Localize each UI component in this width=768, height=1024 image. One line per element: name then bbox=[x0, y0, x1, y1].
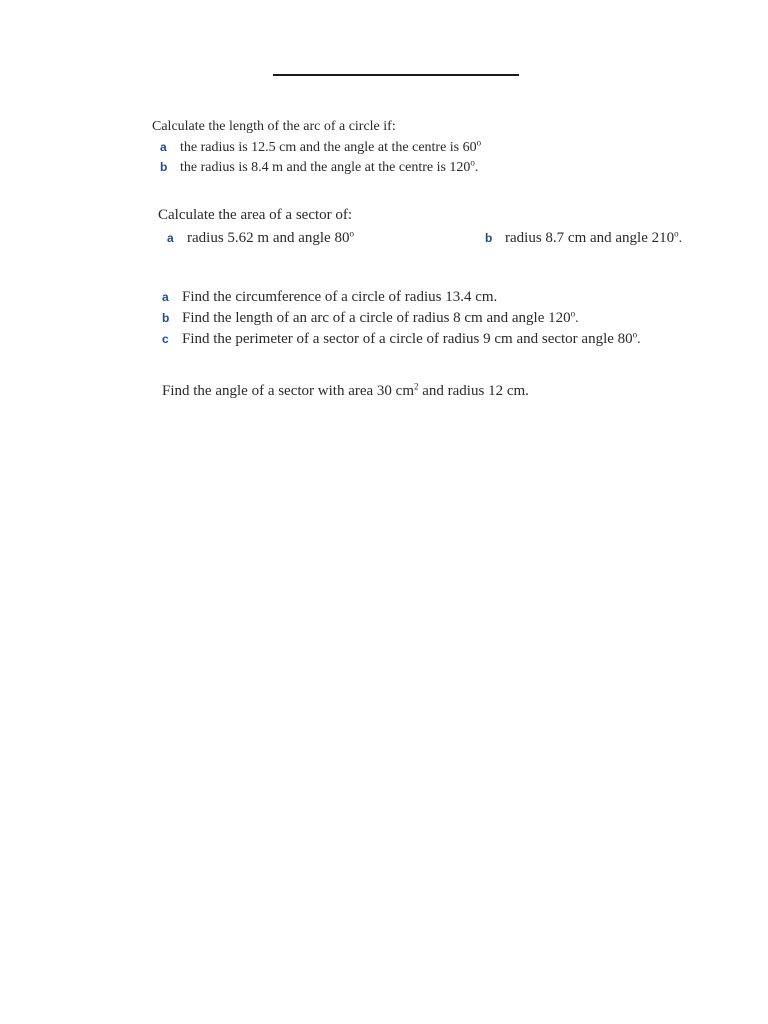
q3-part-c bbox=[162, 330, 641, 349]
degree-symbol: o bbox=[476, 137, 482, 148]
squared-superscript: 2 bbox=[414, 381, 419, 392]
q4-text bbox=[162, 382, 529, 401]
q1-part-a bbox=[160, 138, 481, 157]
q3-part-c-tail: . bbox=[637, 332, 641, 347]
q3-part-a-text: Find the circumference of a circle of radius 13.4 cm. bbox=[182, 289, 498, 305]
q2-intro: Calculate the area of a sector of: bbox=[158, 207, 353, 223]
q2-part-b-tail: . bbox=[678, 231, 683, 246]
degree-symbol: o bbox=[674, 228, 679, 239]
q2-part-a-text: radius 5.62 m and angle 80 bbox=[187, 230, 350, 246]
q1-part-b-text: the radius is 8.4 m and the angle at the centre is 120 bbox=[180, 160, 471, 175]
degree-symbol: o bbox=[349, 228, 354, 239]
q2-part-b-label: b bbox=[485, 231, 493, 245]
q3-part-a-label: a bbox=[162, 290, 169, 304]
q2-part-b bbox=[485, 229, 682, 248]
q2-part-b-text: radius 8.7 cm and angle 210 bbox=[505, 230, 675, 246]
q1-intro: Calculate the length of the arc of a circle if: bbox=[152, 119, 396, 134]
q3-part-b-label: b bbox=[162, 311, 170, 325]
degree-symbol: o bbox=[470, 157, 475, 168]
degree-symbol: o bbox=[632, 329, 638, 340]
q1-part-b-tail: . bbox=[474, 160, 479, 175]
degree-symbol: o bbox=[570, 308, 576, 319]
q2-part-a-label: a bbox=[167, 231, 174, 245]
q1-part-b bbox=[160, 158, 478, 177]
q3-part-c-text: Find the perimeter of a sector of a circle of radius 9 cm and sector angle 80 bbox=[182, 331, 633, 347]
q3-part-a bbox=[162, 288, 497, 307]
header-rule bbox=[273, 74, 519, 76]
q2-part-a bbox=[167, 229, 354, 248]
q3-part-b-tail: . bbox=[575, 311, 579, 326]
q3-part-b bbox=[162, 309, 579, 328]
q1-part-a-text: the radius is 12.5 cm and the angle at the centre is 60 bbox=[180, 140, 477, 155]
q4-text-after: and radius 12 cm. bbox=[418, 383, 529, 399]
q1-part-a-label: a bbox=[160, 140, 167, 154]
q1-part-b-label: b bbox=[160, 160, 168, 174]
q4-text-before: Find the angle of a sector with area 30 cm bbox=[162, 383, 414, 399]
q3-part-b-text: Find the length of an arc of a circle of radius 8 cm and angle 120 bbox=[182, 310, 571, 326]
q3-part-c-label: c bbox=[162, 332, 169, 346]
